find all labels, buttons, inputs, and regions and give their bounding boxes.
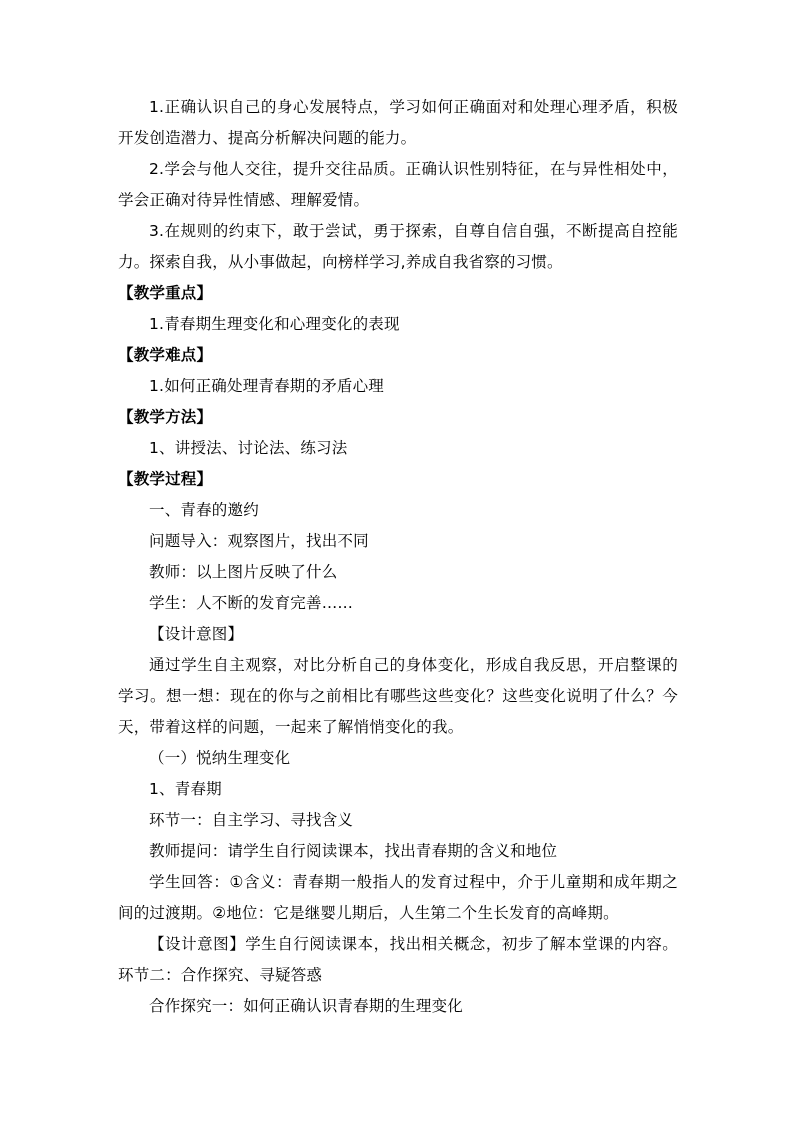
- text-line: 学生：人不断的发育完善……: [149, 594, 354, 612]
- text-line: 合作探究一：如何正确认识青春期的生理变化: [149, 997, 464, 1015]
- text-line: 间的过渡期。②地位：它是继婴儿期后，人生第二个生长发育的高峰期。: [118, 904, 619, 922]
- section-heading: 【教学过程】: [118, 470, 213, 488]
- text-line: 2.学会与他人交往，提升交往品质。正确认识性别特征，在与异性相处中，: [149, 160, 678, 178]
- text-line: 1.如何正确处理青春期的矛盾心理: [149, 377, 384, 395]
- text-line: 学生回答：①含义：青春期一般指人的发育过程中，介于儿童期和成年期之: [149, 873, 678, 891]
- text-line: 3.在规则的约束下，敢于尝试，勇于探索，自尊自信自强，不断提高自控能: [149, 222, 678, 240]
- text-line: 环节一：自主学习、寻找含义: [149, 811, 354, 829]
- section-heading: 【教学难点】: [118, 346, 213, 364]
- text-line: 1.正确认识自己的身心发展特点，学习如何正确面对和处理心理矛盾，积极: [149, 98, 678, 116]
- text-line: 1、讲授法、讨论法、练习法: [149, 439, 348, 457]
- text-line: 开发创造潜力、提高分析解决问题的能力。: [118, 129, 417, 147]
- text-line: 问题导入：观察图片，找出不同: [149, 532, 369, 550]
- text-line: 学会正确对待异性情感、理解爱情。: [118, 191, 370, 209]
- text-line: （一）悦纳生理变化: [149, 749, 291, 767]
- section-heading: 【教学重点】: [118, 284, 213, 302]
- text-line: 一、青春的邀约: [149, 501, 259, 519]
- text-line: 1.青春期生理变化和心理变化的表现: [149, 315, 400, 333]
- text-line: 环节二：合作探究、寻疑答惑: [118, 966, 323, 984]
- text-line: 通过学生自主观察，对比分析自己的身体变化，形成自我反思，开启整课的: [149, 656, 678, 674]
- document-body: [118, 92, 678, 1022]
- text-line: 【设计意图】学生自行阅读课本，找出相关概念，初步了解本堂课的内容。: [149, 935, 678, 953]
- text-line: 教师：以上图片反映了什么: [149, 563, 338, 581]
- section-heading: 【教学方法】: [118, 408, 213, 426]
- text-line: 【设计意图】: [149, 625, 244, 643]
- text-line: 1、青春期: [149, 780, 222, 798]
- text-line: 天，带着这样的问题，一起来了解悄悄变化的我。: [118, 718, 464, 736]
- text-line: 力。探索自我，从小事做起，向榜样学习,养成自我省察的习惯。: [118, 253, 563, 271]
- text-line: 学习。想一想：现在的你与之前相比有哪些这些变化？这些变化说明了什么？今: [118, 687, 678, 705]
- text-line: 教师提问：请学生自行阅读课本，找出青春期的含义和地位: [149, 842, 558, 860]
